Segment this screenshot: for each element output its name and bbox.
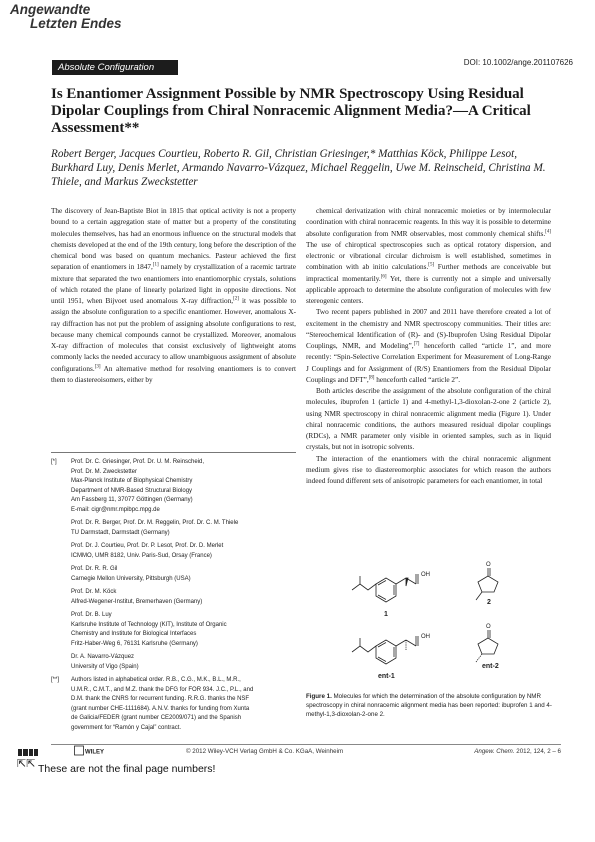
footnote-mark: [*] — [51, 459, 57, 465]
footnote-mark — [51, 519, 71, 538]
affiliation-line: Chemistry and Institute for Biological Interfaces — [71, 631, 197, 637]
affiliation-line: U.M.R., C.M.T., and M.Z. thank the DFG for FOR 934. J.C., P.L., and — [71, 686, 254, 693]
volume-pages: 2012, 124, 2 – 6 — [516, 748, 561, 755]
section-badge: Absolute Configuration — [52, 60, 178, 75]
compound-1-label: 1 — [384, 611, 388, 618]
footnote-mark — [51, 542, 71, 561]
affiliation-entry — [51, 458, 299, 515]
ent-1-label: ent-1 — [378, 673, 395, 680]
affiliation-entry — [51, 653, 299, 672]
body-column-right — [306, 206, 551, 487]
copyright: © 2012 Wiley-VCH Verlag GmbH & Co. KGaA, Weinheim — [186, 748, 344, 755]
oh-label-ent: OH — [421, 634, 430, 640]
body-paragraph: The interaction of the enantiomers with the chiral nonracemic alignment medium gives rise to diastereomorphic associates for which reason the authors indeed found different sets of anisotropic parameters for each enantiomer, in total — [306, 454, 551, 485]
affiliation-line: Max-Planck Institute of Biophysical Chemistry — [71, 478, 193, 484]
footnote-mark — [51, 565, 71, 584]
o-label: O — [486, 562, 491, 568]
footnote-mark — [51, 653, 71, 672]
oh-label: OH — [421, 572, 430, 578]
affiliation-line: Prof. Dr. M. Zweckstetter — [71, 468, 138, 475]
arrow-icon: ⇱⇱ — [17, 757, 36, 770]
wiley-logo — [74, 745, 104, 757]
affiliation-entry — [51, 611, 299, 649]
affiliation-line: D.M. thank the CNRS for recurrent funding. R.R.G. thanks the NSF — [71, 696, 250, 702]
affiliation-entry — [51, 676, 299, 733]
affiliation-line: de Galicia/FEDER (grant number CE2009/071) and the Spanish — [71, 715, 242, 721]
affiliation-entry — [51, 588, 299, 607]
footnote-divider — [51, 452, 296, 453]
affiliation-line: Prof. Dr. R. Berger, Prof. Dr. M. Reggelin, Prof. Dr. C. M. Thiele — [71, 520, 239, 526]
journal-line-2: Letzten Endes — [30, 16, 122, 31]
logo-text: WILEY — [85, 749, 104, 756]
affiliation-line: Prof. Dr. R. R. Gil — [71, 566, 118, 572]
affiliation-line: Prof. Dr. B. Luy — [71, 612, 112, 618]
footer-divider — [51, 744, 561, 745]
body-paragraph: Both articles describe the assignment of the absolute configuration of the chiral molecules, ibuprofen 1 (article 1) and 4-methyl-1,3-dioxolan-2-one 2 (article 2), using NMR spectroscopy in chiral nonracemic alignment media (Figure 1). Under chiral nonracemic conditions, the authors measured residual dipolar couplings (RDCs), a NMR parameter only visible in oriented samples, such as in liquid crystals, but not in isotropic solvents. — [306, 387, 551, 452]
ibuprofen-structure — [352, 574, 418, 602]
affiliation-line: Prof. Dr. C. Griesinger, Prof. Dr. U. M. Reinscheid, — [71, 459, 205, 465]
body-paragraph: chemical derivatization with chiral nonracemic moieties or by intermolecular coordination with chiral nonracemic reagents. In this way it is possible to determine absolute configuration from NMR observables, most commonly chemical shifts.[4] The use of chiroptical spectroscopies such as optical rotatory dispersion, and electronic or vibrational circular dichroism is well established, sometimes in combination with ab initio calculations.[5] Further methods are conceivable but impractical momentarily.[6] Yet, there is currently not a simple and universally applicable approach to determine the absolute configuration of molecules with few stereogenic centers. — [306, 207, 551, 305]
affiliation-entry — [51, 542, 299, 561]
affiliation-line: Prof. Dr. M. Köck — [71, 589, 117, 595]
article-title: Is Enantiomer Assignment Possible by NMR Spectroscopy Using Residual Dipolar Couplings from Chiral Nonracemic Alignment Media?—A Critical Assessment** — [51, 86, 531, 136]
author-list: Robert Berger, Jacques Courtieu, Roberto R. Gil, Christian Griesinger,* Matthias Köck, Philippe Lesot, Burkhard Luy, Denis Merlet, Armando Navarro-Vázquez, Michael Reggelin, Uwe M. Reinscheid, Christina M. Thiele, and Markus Zweckstetter — [51, 148, 546, 188]
affiliation-line: TU Darmstadt, Darmstadt (Germany) — [71, 529, 170, 536]
body-paragraph: The discovery of Jean-Baptiste Biot in 1815 that optical activity is not a property bound to a certain aggregation state of matter but a property of the constituting molecules themselves, has had an enormous influence on the structural models that chemists developed at the end of the 19th century, long before the description of the chemical bond was based on quantum mechanics. Pasteur achieved the first separation of enantiomers in 1847,[1] namely by crystallization of a racemic tartrate mixture that separated the two enantiomers into enantiomorphic crystals, solutions of which rotated the plane of linearly polarized light in opposite directions. Not until 1951, when Bijvoet used anomalous X-ray diffraction,[2] it was possible to assign the absolute configuration to a specific enantiomer. However, anomalous X-ray diffraction has not put the problem of assigning absolute configurations to rest, because many chemical compounds cannot be crystallized. Moreover, anomalous X-ray diffraction of molecules that consist exclusively of lightweight atoms commonly lacks the needed accuracy to allow unambiguous assignment of absolute configurations.[3] An alternative method for resolving enantiomers is to convert them to diastereoisomers, either by — [51, 207, 296, 384]
affiliation-line: Authors listed in alphabetical order. R.B., C.G., M.K., B.L., M.R., — [71, 677, 241, 683]
affiliation-line: Am Fassberg 11, 37077 Göttingen (Germany) — [71, 497, 193, 503]
affiliation-entry — [51, 519, 299, 538]
affiliation-line: ICMMO, UMR 8182, Univ. Paris-Sud, Orsay (France) — [71, 552, 212, 559]
doi[interactable]: DOI: 10.1002/ange.201107626 — [463, 58, 573, 67]
affiliation-line: Department of NMR-Based Structural Biology — [71, 487, 193, 494]
caption-label: Figure 1. — [306, 693, 332, 700]
affiliation-line: Prof. Dr. J. Courtieu, Prof. Dr. P. Lesot, Prof. Dr. D. Merlet — [71, 543, 224, 549]
figure-caption — [306, 692, 556, 720]
dioxolanone-structure — [476, 568, 498, 600]
ent-ibuprofen-structure — [352, 636, 418, 664]
not-final-notice: These are not the final page numbers! — [38, 763, 216, 775]
affiliation-line: E-mail: cigr@nmr.mpibpc.mpg.de — [71, 506, 160, 513]
footnote-mark — [51, 588, 71, 607]
o-label-ent: O — [486, 624, 491, 630]
figure-1-structures — [348, 556, 552, 690]
affiliation-line: University of Vigo (Spain) — [71, 663, 139, 670]
footnote-mark: [**] — [51, 677, 60, 683]
affiliation-line: Fritz-Haber-Weg 6, 76131 Karlsruhe (Germany) — [71, 640, 198, 647]
journal-abbrev: Angew. Chem. — [474, 748, 515, 755]
affiliation-line: Alfred-Wegener-Institut, Bremerhaven (Germany) — [71, 598, 203, 605]
page-marker-icon — [18, 749, 38, 756]
affiliation-line: (grant number CHE-1111684). A.N.V. thanks for funding from Xunta — [71, 705, 250, 712]
body-column-left — [51, 206, 296, 386]
journal-line-1: Angewandte — [10, 2, 91, 17]
affiliation-line: government for “Ramón y Cajal” contract. — [71, 724, 182, 731]
journal-name — [10, 3, 122, 31]
body-paragraph: Two recent papers published in 2007 and 2011 have therefore created a lot of excitement in the chemistry and NMR spectroscopy communities. Their titles are: “Stereochemical Identification of (R)- and (S)-Ibuprofen Using Residual Dipolar Couplings, NMR, and Modeling”,[7] henceforth called “article 1”, and more recently: “Spin-Selective Correlation Experiment for Measurement of Long-Range J Couplings and for Assignment of (R/S) Enantiomers from the Residual Dipolar Couplings and DFT”,[8] henceforth called “article 2”. — [306, 308, 551, 384]
affiliation-line: Karlsruhe Institute of Technology (KIT), Institute of Organic — [71, 621, 227, 628]
caption-text: Molecules for which the determination of the absolute configuration by NMR spectroscopy in chiral nonracemic alignment media has been reported: ibuprofen 1 and 4-methyl-1,3-dioxolan-2-one 2. — [306, 693, 552, 719]
ent-dioxolanone-structure — [476, 630, 498, 662]
ent-2-label: ent-2 — [482, 663, 499, 670]
compound-2-label: 2 — [487, 599, 491, 606]
affiliation-entry — [51, 565, 299, 584]
footnote-mark — [51, 611, 71, 649]
affiliation-line: Dr. A. Navarro-Vázquez — [71, 654, 135, 660]
affiliation-line: Carnegie Mellon University, Pittsburgh (USA) — [71, 575, 191, 582]
journal-pages — [474, 748, 561, 755]
affiliations — [51, 458, 299, 733]
